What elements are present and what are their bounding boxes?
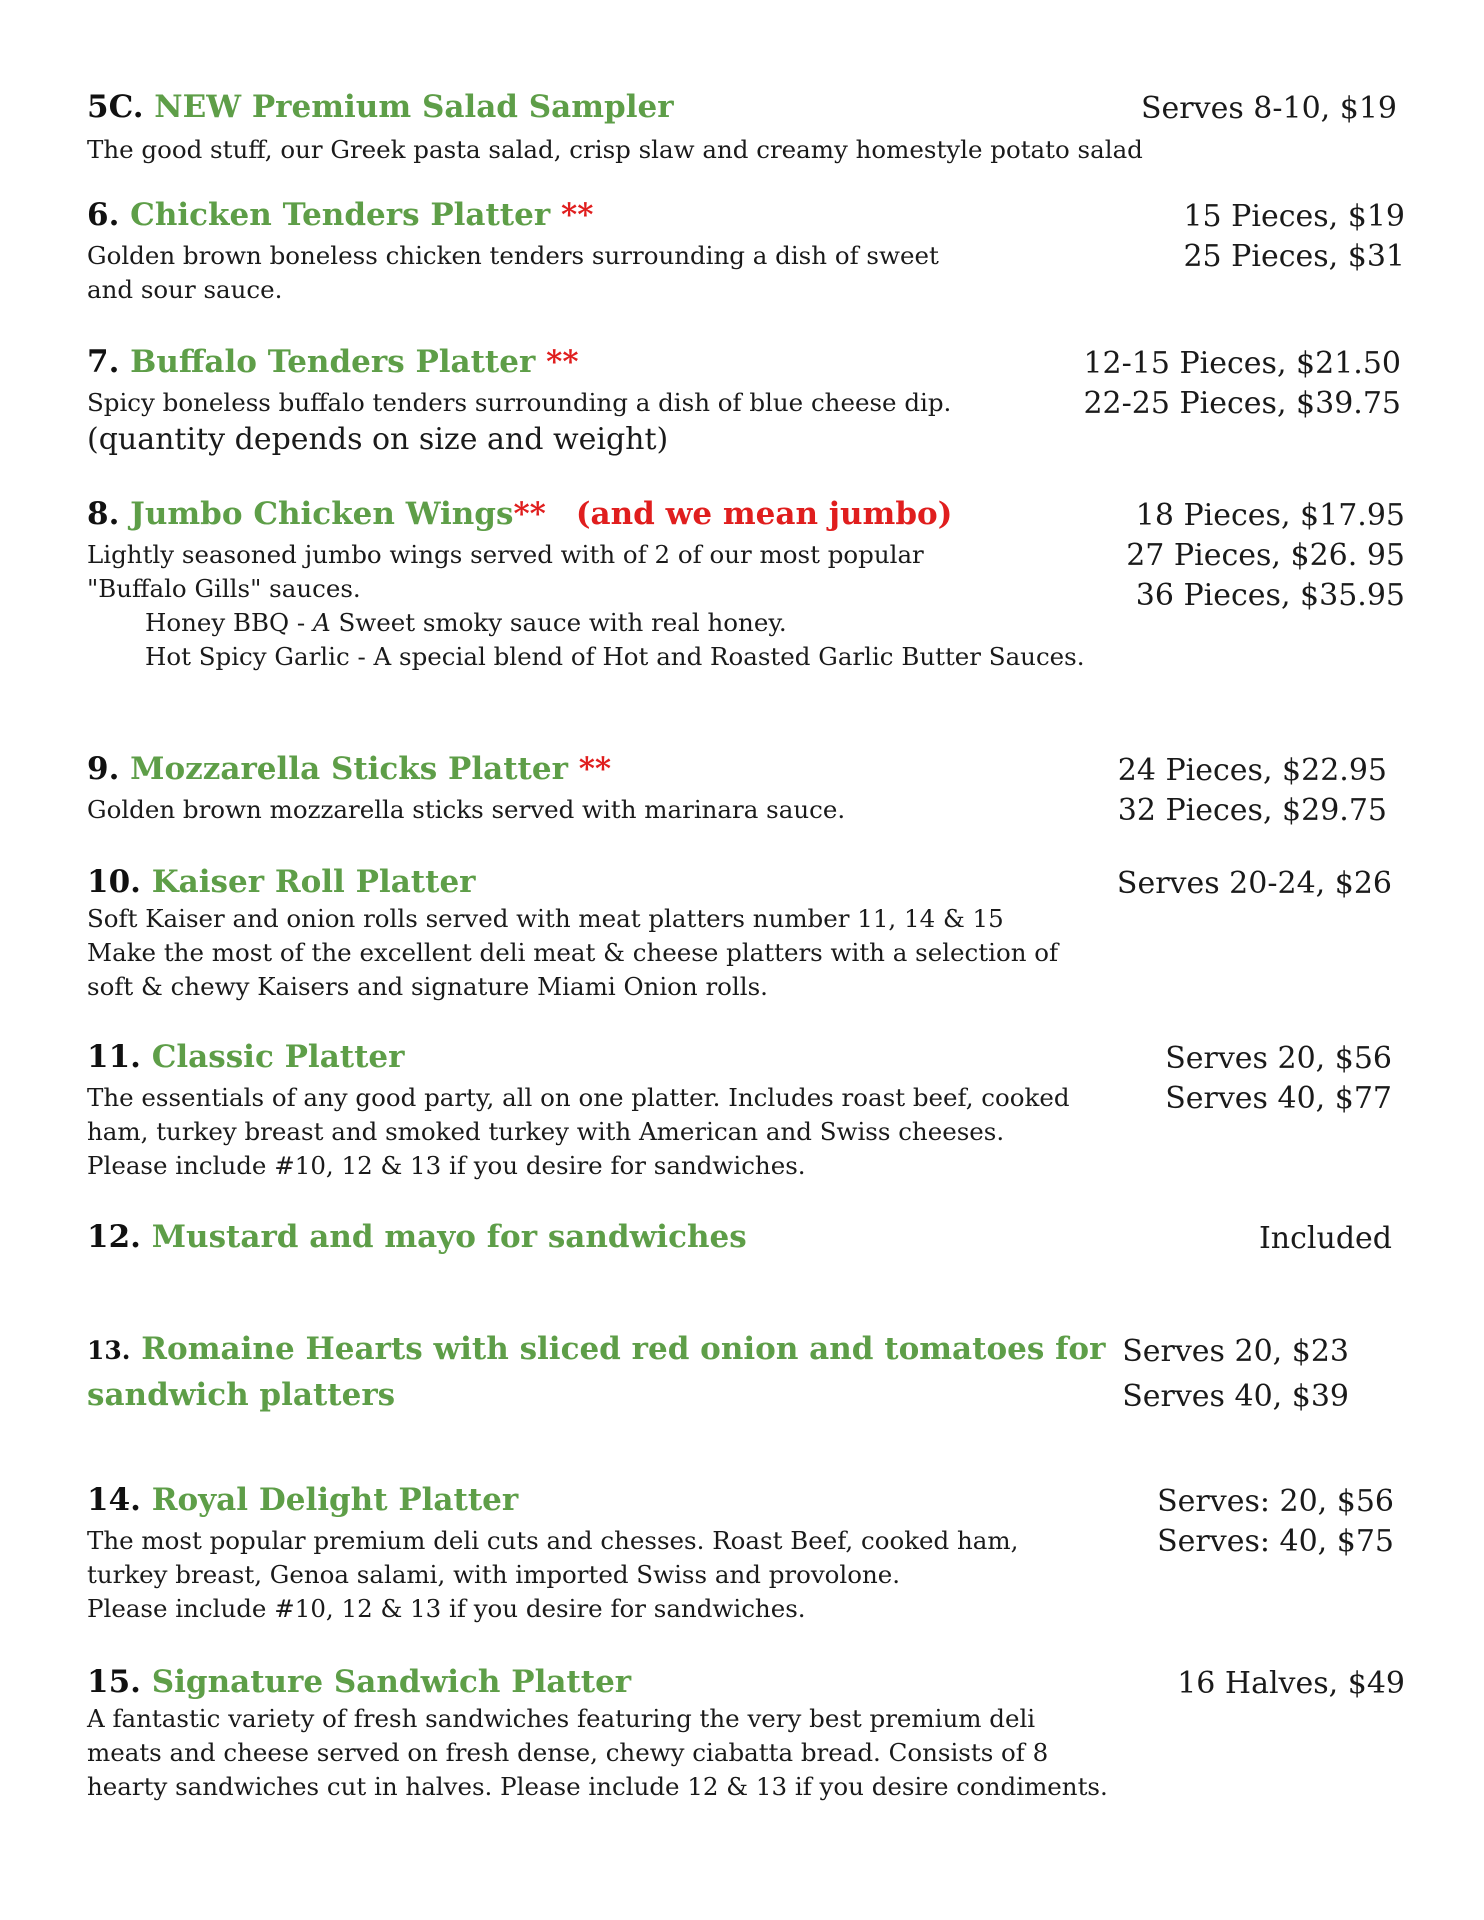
price-line: 18 Pieces, $17.95: [1135, 498, 1405, 533]
description-line: Lightly seasoned jumbo wings served with of 2 of our most popular: [87, 540, 924, 569]
price-line: Included: [1258, 1221, 1392, 1256]
jumbo-note: (and we mean jumbo): [575, 496, 953, 532]
description-line: The most popular premium deli cuts and chesses. Roast Beef, cooked ham,: [87, 1526, 1019, 1555]
price-line: Serves 40, $39: [1122, 1379, 1349, 1414]
price-line: 32 Pieces, $29.75: [1117, 793, 1387, 828]
price-line: 15 Pieces, $19: [1183, 199, 1405, 234]
item-prices: [1126, 496, 1405, 616]
item-name: Romaine Hearts with sliced red onion and tomatoes for: [141, 1331, 1106, 1367]
item-title: [87, 1662, 631, 1702]
star-marker: **: [513, 496, 546, 532]
item-number: 6.: [87, 197, 120, 233]
sauce-name: Honey BBQ -: [145, 608, 313, 637]
price-line: Serves 8-10, $19: [1140, 91, 1397, 126]
item-title: [87, 1480, 518, 1520]
price-line: Serves 20, $23: [1122, 1334, 1349, 1369]
description-line: Spicy boneless buffalo tenders surrounding a dish of blue cheese dip.: [87, 388, 952, 417]
item-title: [87, 1217, 747, 1257]
sauce-text: A special blend of Hot and Roasted Garlic Butter Sauces.: [373, 642, 1085, 671]
item-number: 7.: [87, 344, 120, 380]
item-name-line-2: sandwich platters: [87, 1377, 396, 1413]
description-line: ham, turkey breast and smoked turkey with American and Swiss cheeses.: [87, 1117, 1005, 1146]
item-name: Buffalo Tenders Platter: [130, 344, 536, 380]
star-marker: **: [546, 344, 579, 380]
sauce-text: Sweet smoky sauce with real honey.: [330, 608, 787, 637]
item-number: 12.: [87, 1219, 141, 1255]
sauce-name: Hot Spicy Garlic -: [145, 642, 374, 671]
item-number: 15.: [87, 1664, 141, 1700]
sauce-honey-bbq: [87, 606, 1085, 640]
star-marker: **: [578, 751, 612, 787]
description-line: Please include #10, 12 & 13 if you desire for sandwiches.: [87, 1594, 806, 1623]
item-name: Kaiser Roll Platter: [151, 864, 476, 900]
item-number: 14.: [87, 1482, 141, 1518]
description-line: The essentials of any good party, all on one platter. Includes roast beef, cooked: [87, 1083, 1070, 1112]
description-line: Please include #10, 12 & 13 if you desire for sandwiches.: [87, 1151, 806, 1180]
item-prices: [1259, 1219, 1392, 1259]
item-prices: [1083, 344, 1401, 424]
item-title: [87, 494, 952, 534]
description-line: Soft Kaiser and onion rolls served with meat platters number 11, 14 & 15: [87, 904, 1004, 933]
item-prices: [1183, 197, 1405, 277]
price-line: 36 Pieces, $35.95: [1135, 578, 1405, 613]
item-title: [87, 1037, 405, 1077]
item-prices: [1177, 1664, 1405, 1704]
item-title: [87, 87, 674, 127]
item-description: [87, 902, 1058, 1004]
item-description: [87, 793, 845, 827]
sauce-hot-spicy-garlic: [87, 640, 1085, 674]
item-number: 11.: [87, 1039, 141, 1075]
description-line: and sour sauce.: [87, 275, 283, 304]
description-line: turkey breast, Genoa salami, with imported Swiss and provolone.: [87, 1560, 901, 1589]
item-title: [87, 195, 593, 235]
item-prices: [1157, 1482, 1394, 1562]
item-description: [87, 538, 1085, 674]
item-description: [87, 239, 939, 307]
price-line: 27 Pieces, $26. 95: [1126, 538, 1405, 573]
item-title: [87, 342, 579, 382]
description-line: hearty sandwiches cut in halves. Please include 12 & 13 if you desire condiments.: [87, 1772, 1108, 1801]
sauce-lead: A: [312, 608, 331, 637]
price-line: 24 Pieces, $22.95: [1117, 753, 1387, 788]
star-marker: **: [560, 197, 594, 233]
item-name: Royal Delight Platter: [151, 1482, 519, 1518]
item-name: Mozzarella Sticks Platter: [130, 751, 568, 787]
description-line: "Buffalo Gills" sauces.: [87, 574, 361, 603]
description-line: A fantastic variety of fresh sandwiches featuring the very best premium deli: [87, 1704, 1036, 1733]
price-line: 22-25 Pieces, $39.75: [1083, 386, 1401, 421]
item-title: [87, 1327, 1105, 1418]
price-line: Serves 20, $56: [1165, 1041, 1392, 1076]
price-line: 12-15 Pieces, $21.50: [1083, 346, 1401, 381]
item-description: [87, 133, 1143, 167]
item-name: Classic Platter: [151, 1039, 405, 1075]
item-name: Mustard and mayo for sandwiches: [151, 1219, 747, 1255]
description-line: soft & chewy Kaisers and signature Miami Onion rolls.: [87, 972, 768, 1001]
price-line: 16 Halves, $49: [1177, 1666, 1405, 1701]
price-line: Serves: 40, $75: [1157, 1524, 1394, 1559]
price-line: Serves 20-24, $26: [1116, 866, 1392, 901]
item-number: 9.: [87, 751, 120, 787]
item-number: 8.: [87, 496, 120, 532]
item-number: 10.: [87, 864, 141, 900]
item-prices: [1122, 1329, 1349, 1419]
description-line: meats and cheese served on fresh dense, chewy ciabatta bread. Consists of 8: [87, 1738, 1049, 1767]
description-line: Make the most of the excellent deli meat & cheese platters with a selection of: [87, 938, 1059, 967]
item-title: [87, 749, 611, 789]
price-line: 25 Pieces, $31: [1183, 239, 1405, 274]
description-line: Golden brown mozzarella sticks served with marinara sauce.: [87, 795, 846, 824]
item-number: 13.: [87, 1336, 131, 1365]
item-description: [87, 386, 951, 460]
description-line: The good stuff, our Greek pasta salad, crisp slaw and creamy homestyle potato salad: [87, 135, 1143, 164]
item-name: NEW Premium Salad Sampler: [154, 89, 674, 125]
item-name: Chicken Tenders Platter: [130, 197, 551, 233]
item-prices: [1118, 751, 1387, 831]
price-line: Serves: 20, $56: [1157, 1484, 1394, 1519]
item-prices: [1141, 89, 1397, 129]
item-name: Jumbo Chicken Wings: [130, 496, 514, 532]
item-description: [87, 1081, 1070, 1183]
item-title: [87, 862, 476, 902]
item-description: [87, 1524, 1018, 1626]
item-number: 5C.: [87, 89, 144, 125]
item-description: [87, 1702, 1108, 1804]
description-line: Golden brown boneless chicken tenders surrounding a dish of sweet: [87, 241, 939, 270]
item-prices: [1117, 864, 1392, 904]
item-prices: [1165, 1039, 1392, 1119]
item-name: Signature Sandwich Platter: [151, 1664, 632, 1700]
quantity-note: (quantity depends on size and weight): [87, 422, 669, 457]
price-line: Serves 40, $77: [1165, 1081, 1392, 1116]
